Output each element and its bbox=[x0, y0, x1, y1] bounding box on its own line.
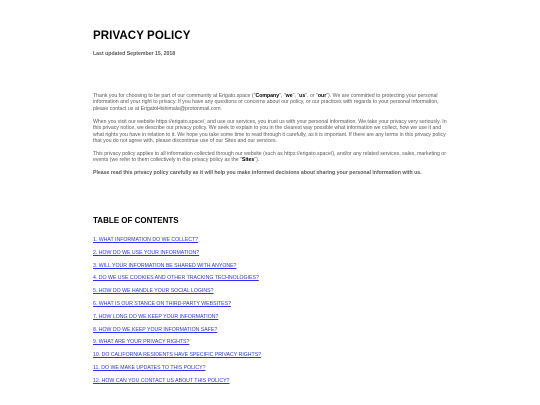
term-our: our bbox=[317, 93, 327, 99]
intro-text: ", " bbox=[279, 93, 286, 99]
intro-text: ", or " bbox=[305, 93, 318, 99]
intro-text: Thank you for choosing to be part of our community at Erigato.space (" bbox=[93, 93, 256, 99]
toc-link-9[interactable]: 9. WHAT ARE YOUR PRIVACY RIGHTS? bbox=[93, 339, 190, 346]
intro-paragraph-2: When you visit our website https://erigato.space/, and use our services, you trust us with your personal information. We take your privacy very seriously. In this privacy notice, we describe our privacy policy. We seek to explain to you in the clearest way possible what information we collect, how we use it and what rights you have in relation to it. We hope you take some time to read through it carefully, as it is important. If there are any terms in this privacy policy that you do not agree with, please discontinue use of our Sites and our services. bbox=[93, 118, 447, 144]
toc-item bbox=[93, 272, 261, 285]
toc-item bbox=[93, 298, 261, 311]
toc-item bbox=[93, 285, 261, 298]
term-we: we bbox=[285, 93, 293, 99]
toc-link-6[interactable]: 6. WHAT IS OUR STANCE ON THIRD-PARTY WEBSITES? bbox=[93, 300, 231, 307]
toc-item bbox=[93, 311, 261, 324]
intro-text: ", " bbox=[292, 93, 300, 99]
intro-paragraph-3 bbox=[93, 151, 449, 164]
intro-text: This privacy policy applies to all information collected through our website (such as https://erigato.space/), and/or any related services, sales, marketing or events (we refer to them collectively in this privacy policy as the " bbox=[93, 150, 446, 164]
toc-link-2[interactable]: 2. HOW DO WE USE YOUR INFORMATION? bbox=[93, 249, 200, 256]
term-company: Company bbox=[255, 93, 280, 99]
toc-item bbox=[93, 247, 261, 260]
intro-text: "). bbox=[254, 157, 260, 164]
toc-link-3[interactable]: 3. WILL YOUR INFORMATION BE SHARED WITH ANYONE? bbox=[93, 262, 237, 269]
table-of-contents bbox=[93, 234, 261, 388]
toc-link-10[interactable]: 10. DO CALIFORNIA RESIDENTS HAVE SPECIFIC PRIVACY RIGHTS? bbox=[93, 352, 262, 359]
toc-link-5[interactable]: 5. HOW DO WE HANDLE YOUR SOCIAL LOGINS? bbox=[93, 288, 214, 295]
toc-item bbox=[93, 362, 261, 375]
toc-link-1[interactable]: 1. WHAT INFORMATION DO WE COLLECT? bbox=[93, 237, 199, 243]
page-title: PRIVACY POLICY bbox=[93, 30, 191, 42]
toc-item bbox=[93, 324, 261, 337]
intro-paragraph-4: Please read this privacy policy carefully as it will help you make informed decisions about sharing your personal information with us. bbox=[93, 170, 422, 177]
toc-item bbox=[93, 260, 261, 273]
term-us: us bbox=[299, 93, 306, 99]
intro-text: "). We are committed to protecting your personal information and your right to privacy. If you have any questions or concerns about our policy, or our practices with regards to your personal information, please contact us at ErigatoHishimala@protonmail.com. bbox=[93, 93, 439, 112]
last-updated: Last updated September 15, 2018 bbox=[93, 51, 176, 57]
term-sites: Sites bbox=[241, 157, 255, 164]
toc-item bbox=[93, 336, 261, 349]
toc-link-11[interactable]: 11. DO WE MAKE UPDATES TO THIS POLICY? bbox=[93, 364, 206, 371]
toc-link-7[interactable]: 7. HOW LONG DO WE KEEP YOUR INFORMATION? bbox=[93, 313, 219, 320]
intro-section bbox=[93, 93, 449, 183]
toc-link-8[interactable]: 8. HOW DO WE KEEP YOUR INFORMATION SAFE? bbox=[93, 326, 218, 333]
intro-paragraph-1 bbox=[93, 93, 449, 112]
toc-link-4[interactable]: 4. DO WE USE COOKIES AND OTHER TRACKING TECHNOLOGIES? bbox=[93, 275, 259, 282]
toc-link-12[interactable]: 12. HOW CAN YOU CONTACT US ABOUT THIS POLICY? bbox=[93, 377, 230, 384]
toc-item bbox=[93, 234, 261, 247]
toc-item bbox=[93, 375, 261, 388]
toc-item bbox=[93, 349, 261, 362]
toc-heading: TABLE OF CONTENTS bbox=[93, 216, 179, 225]
